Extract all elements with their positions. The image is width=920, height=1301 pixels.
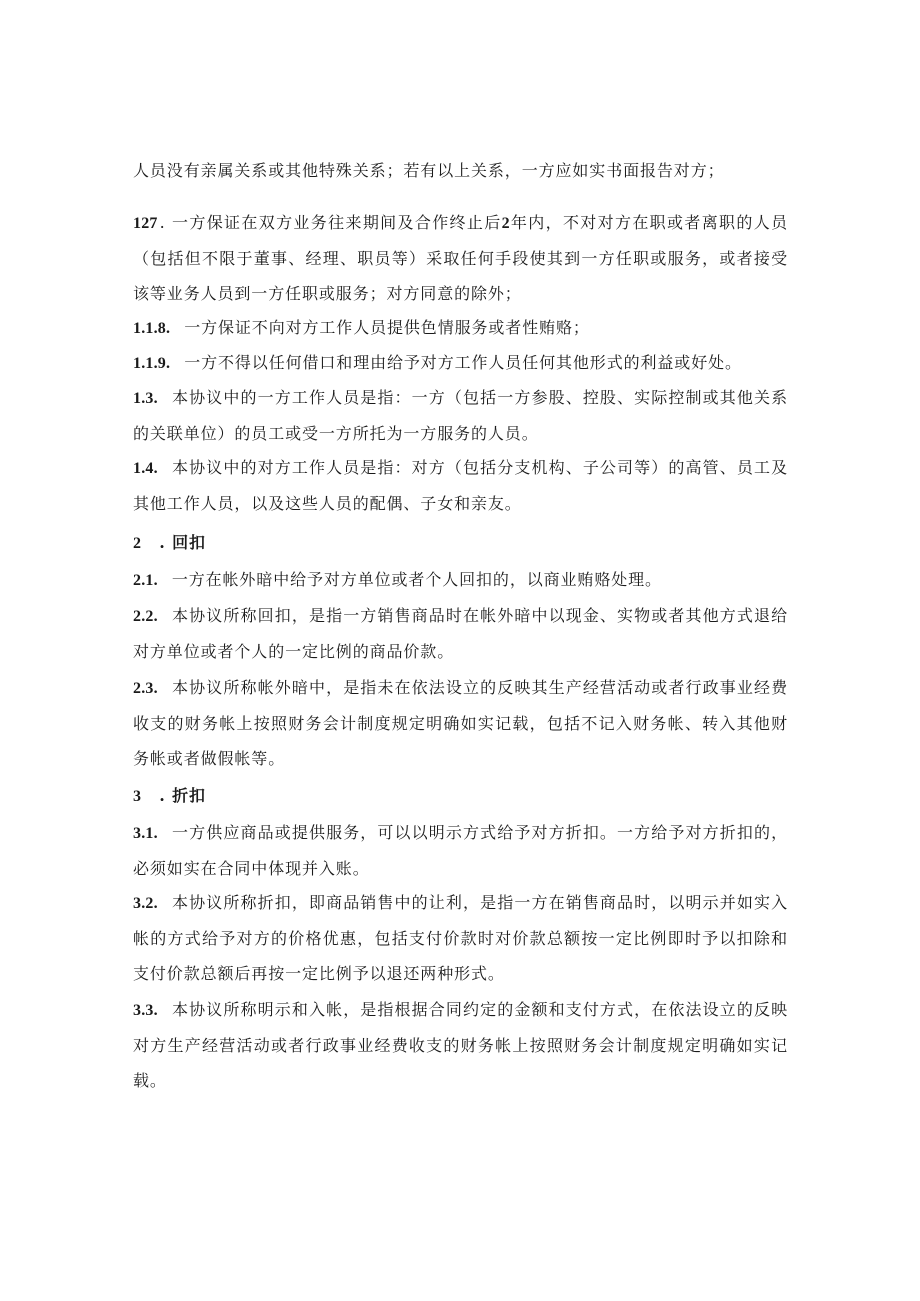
clause-number: 3.3. xyxy=(133,1002,158,1019)
clause-text: 一方保证不向对方工作人员提供色情服务或者性贿赂； xyxy=(184,318,590,337)
clause-127 xyxy=(133,205,788,311)
clause-2-2 xyxy=(133,598,788,669)
clause-text: 本协议所称回扣，是指一方销售商品时在帐外暗中以现金、实物或者其他方式退给对方单位或者个人的一定比例的商品价款。 xyxy=(133,606,788,661)
clause-text: 本协议所称帐外暗中，是指未在依法设立的反映其生产经营活动或者行政事业经费收支的财务帐上按照财务会计制度规定明确如实记载，包括不记入财务帐、转入其他财务帐或者做假帐等。 xyxy=(133,678,788,768)
clause-text: 一方供应商品或提供服务，可以以明示方式给予对方折扣。一方给予对方折扣的，必须如实在合同中体现并入账。 xyxy=(133,823,788,878)
clause-1-4 xyxy=(133,450,788,521)
clause-3-2 xyxy=(133,885,788,991)
clause-1-1-9 xyxy=(133,345,788,381)
clause-text: 一方不得以任何借口和理由给予对方工作人员任何其他形式的利益或好处。 xyxy=(184,353,742,372)
clause-number: 1.1.8. xyxy=(133,320,171,337)
clause-3-1 xyxy=(133,815,788,886)
clause-3-3 xyxy=(133,992,788,1098)
clause-number: 1.4. xyxy=(133,460,158,477)
section-number: 3 xyxy=(133,788,142,805)
clause-text-part-a: . 一方保证在双方业务往来期间及合作终止后 xyxy=(159,213,502,232)
section-number: 2 xyxy=(133,535,142,552)
clause-text-part-b: 年内，不对对方在职或者离职的人员（包括但不限于董事、经理、职员等）采取任何手段使其到一方任职或服务，或者接受该等业务人员到一方任职或服务；对方同意的除外； xyxy=(133,213,788,303)
clause-inline-number: 2 xyxy=(501,215,511,232)
clause-number: 2.1. xyxy=(133,572,158,589)
clause-2-1 xyxy=(133,562,788,598)
clause-number: 1.1.9. xyxy=(133,355,171,372)
clause-text: 本协议中的一方工作人员是指：一方（包括一方参股、控股、实际控制或其他关系的关联单位）的员工或受一方所托为一方服务的人员。 xyxy=(133,388,788,443)
section-title: . 回扣 xyxy=(159,533,206,552)
clause-number: 2.3. xyxy=(133,680,158,697)
clause-number: 3.1. xyxy=(133,825,158,842)
clause-1-3 xyxy=(133,380,788,451)
paragraph-continuation xyxy=(133,153,788,188)
clause-text: 一方在帐外暗中给予对方单位或者个人回扣的，以商业贿赂处理。 xyxy=(171,570,662,589)
clause-text: 本协议所称折扣，即商品销售中的让利，是指一方在销售商品时，以明示并如实入帐的方式给予对方的价格优惠，包括支付价款时对价款总额按一定比例即时予以扣除和支付价款总额后再按一定比例予以退还两种形式。 xyxy=(133,893,788,983)
section-title: . 折扣 xyxy=(159,786,206,805)
paragraph-text: 人员没有亲属关系或其他特殊关系；若有以上关系，一方应如实书面报告对方； xyxy=(133,161,725,180)
clause-number: 3.2. xyxy=(133,895,158,912)
clause-1-1-8 xyxy=(133,310,788,346)
section-heading-2 xyxy=(133,525,788,561)
clause-number: 1.3. xyxy=(133,390,158,407)
section-heading-3 xyxy=(133,778,788,814)
clause-2-3 xyxy=(133,670,788,776)
clause-text: 本协议中的对方工作人员是指：对方（包括分支机构、子公司等）的高管、员工及其他工作人员，以及这些人员的配偶、子女和亲友。 xyxy=(133,458,788,513)
clause-text: 本协议所称明示和入帐，是指根据合同约定的金额和支付方式，在依法设立的反映对方生产经营活动或者行政事业经费收支的财务帐上按照财务会计制度规定明确如实记载。 xyxy=(133,1000,788,1090)
clause-number: 2.2. xyxy=(133,608,158,625)
clause-number: 127 xyxy=(133,215,158,232)
